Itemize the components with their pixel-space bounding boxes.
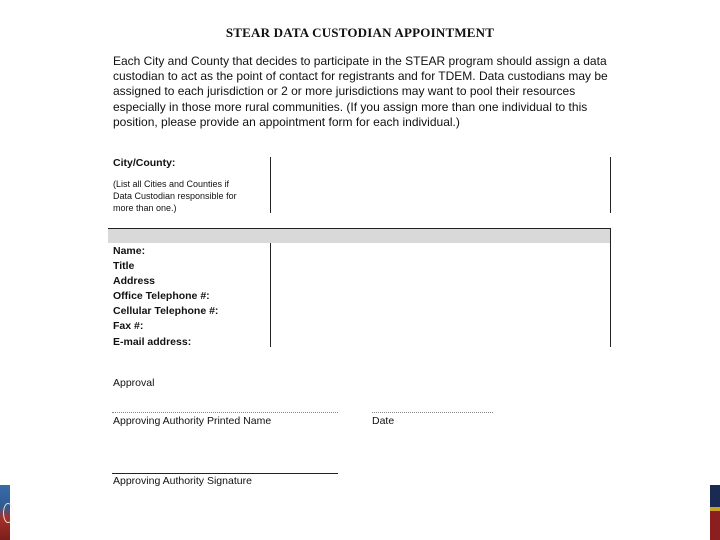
date-label: Date xyxy=(372,415,395,427)
red-stripe xyxy=(710,511,720,540)
form-title: STEAR DATA CUSTODIAN APPOINTMENT xyxy=(225,25,495,40)
signature-line[interactable] xyxy=(112,473,338,474)
separator-right-border xyxy=(610,228,611,244)
cellular-telephone-label: Cellular Telephone #: xyxy=(113,305,219,318)
printed-name-label: Approving Authority Printed Name xyxy=(113,415,272,427)
right-border xyxy=(610,243,611,347)
office-telephone-label: Office Telephone #: xyxy=(113,290,210,303)
left-corner-decoration xyxy=(0,485,10,540)
right-corner-decoration xyxy=(710,485,720,540)
section-separator-bar xyxy=(108,229,611,243)
city-note-line: more than one.) xyxy=(113,203,177,213)
date-line[interactable] xyxy=(372,412,493,413)
city-note-line: (List all Cities and Counties if xyxy=(113,179,230,189)
column-divider xyxy=(270,243,271,347)
address-label: Address xyxy=(113,275,156,288)
contact-field-labels xyxy=(113,244,218,350)
email-label: E-mail address: xyxy=(113,335,192,348)
printed-name-line[interactable] xyxy=(112,412,338,413)
contact-details-input-area[interactable] xyxy=(272,243,608,347)
separator-top-line xyxy=(108,228,611,229)
approval-heading: Approval xyxy=(113,377,155,389)
right-border xyxy=(610,157,611,213)
signature-label: Approving Authority Signature xyxy=(113,475,252,487)
name-label: Name: xyxy=(113,245,146,257)
intro-paragraph: Each City and County that decides to participate in the STEAR program should assign a data custodian to act as the point of contact for registrants and for TDEM. Data custodians may be assigned to each jurisdiction or 2 or more jurisdictions may want to pool their resources especially in those more rural communities. (If you assign more than one individual to this position, please provide an appointment form for each individual.) xyxy=(113,54,608,129)
fax-label: Fax #: xyxy=(113,320,144,333)
city-county-note xyxy=(113,178,273,214)
city-county-label: City/County: xyxy=(113,157,176,169)
city-county-input-area[interactable] xyxy=(272,157,608,213)
city-note-line: Data Custodian responsible for xyxy=(113,191,237,201)
title-label: Title xyxy=(113,260,135,273)
column-divider xyxy=(270,157,271,213)
seal-icon xyxy=(3,503,13,523)
